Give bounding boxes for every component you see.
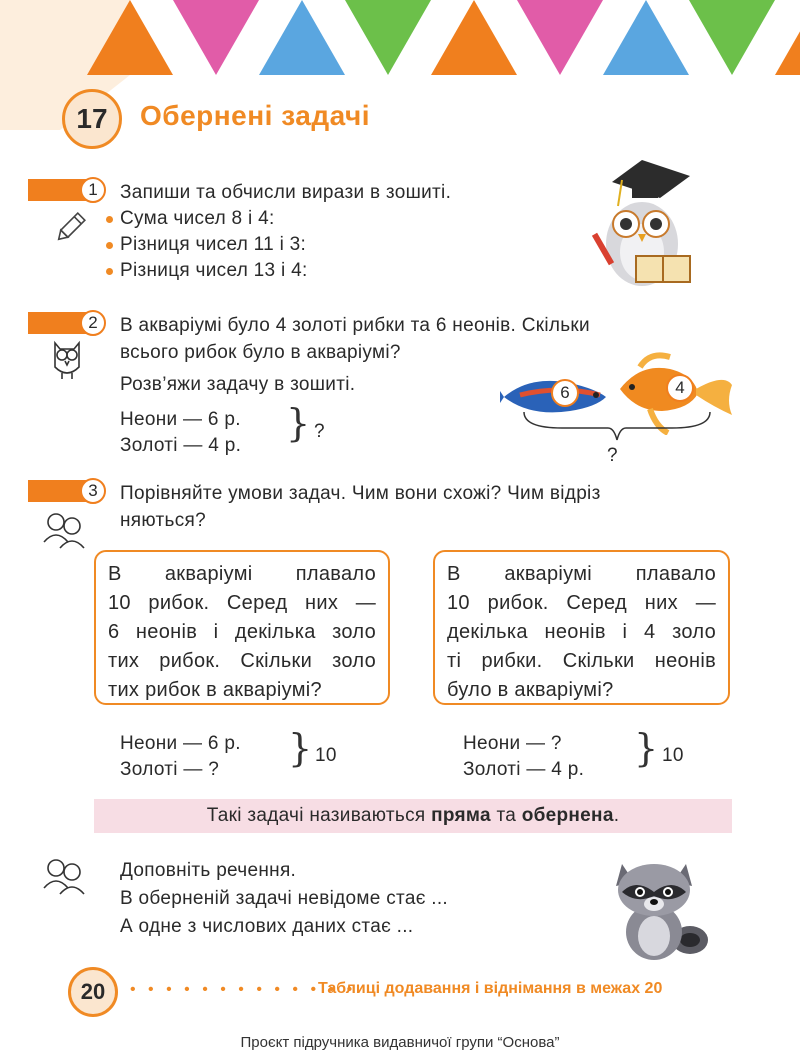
task1-heading: Запиши та обчисли вирази в зошиті. (120, 182, 452, 203)
left-total: 10 (315, 745, 337, 766)
card-line: 10 рибок. Серед них — (108, 592, 376, 614)
task2-number-text: 2 (88, 313, 98, 332)
card-line: В акваріумі плавало (447, 563, 716, 585)
list-item: Сума чисел 8 і 4: (106, 206, 308, 232)
lesson-number-badge (62, 89, 122, 149)
banner-triangle (173, 0, 259, 75)
publisher-note: Проєкт підручника видавничої групи “Основа” (240, 1034, 560, 1051)
fish-bracket (522, 410, 712, 446)
banner-triangle (345, 0, 431, 75)
banner-triangle (689, 0, 775, 75)
banner-triangle (259, 0, 345, 75)
card-line: В акваріумі плавало (108, 563, 376, 585)
fish-question: ? (607, 445, 618, 466)
fish-neon-count: 6 (560, 383, 570, 402)
task2-short1: Неони — 6 р. (120, 409, 241, 430)
card-line: було в акваріумі? (447, 679, 614, 701)
task2-brace: } (286, 401, 311, 445)
banner-triangle (431, 0, 517, 75)
footer-dots: • • • • • • • • • • • • • (130, 981, 357, 998)
task3-number (80, 478, 106, 504)
right-short2: Золоті — 4 р. (463, 759, 585, 780)
rule-inverse: обернена (521, 805, 614, 826)
banner-triangle (603, 0, 689, 75)
task4-line3: А одне з числових даних стає ... (120, 916, 414, 937)
right-total: 10 (662, 745, 684, 766)
rule-text-mid: та (490, 805, 522, 826)
task3-line2: няються? (120, 510, 206, 531)
fish-gold-count: 4 (675, 378, 685, 397)
raccoon-illustration (606, 852, 710, 962)
task3-card-right (433, 550, 730, 705)
rule-text-pre: Такі задачі називаються (206, 805, 432, 826)
page-number-badge (68, 967, 118, 1017)
lesson-number: 17 (76, 103, 108, 134)
card-line: декілька неонів і 4 золо (447, 621, 716, 643)
fish-gold-label (666, 374, 694, 402)
task2-question: ? (314, 421, 325, 442)
pair-icon (42, 510, 86, 550)
page-number: 20 (80, 979, 106, 1004)
task1-list (106, 206, 308, 284)
rule-direct: пряма (431, 805, 491, 826)
rule-bar (94, 799, 732, 833)
task2-line3: Розв’яжи задачу в зошиті. (120, 374, 356, 395)
task4-line1: Доповніть речення. (120, 860, 297, 881)
list-item: Різниця чисел 13 і 4: (106, 258, 308, 284)
lesson-title: Обернені задачі (140, 100, 371, 131)
owl-icon (50, 337, 84, 381)
left-short2: Золоті — ? (120, 759, 220, 780)
task4-line2: В оберненій задачі невідоме стає ... (120, 888, 449, 909)
task1-number (80, 177, 106, 203)
left-short1: Неони — 6 р. (120, 733, 241, 754)
card-line: 10 рибок. Серед них — (447, 592, 716, 614)
pencil-icon (52, 210, 88, 246)
footer-section-title: Таблиці додавання і віднімання в межах 20 (318, 980, 663, 997)
right-short1: Неони — ? (463, 733, 562, 754)
task2-number (80, 310, 106, 336)
banner-triangle (517, 0, 603, 75)
task2-short2: Золоті — 4 р. (120, 435, 242, 456)
card-line: 6 неонів і декілька золо (108, 621, 376, 643)
right-brace: } (634, 726, 659, 770)
owl-professor-illustration (582, 152, 702, 292)
task2-line2: всього рибок було в акваріумі? (120, 342, 401, 363)
task3-number-text: 3 (88, 481, 98, 500)
task1-number-text: 1 (88, 180, 98, 199)
task3-line1: Порівняйте умови задач. Чим вони схожі? Чим відріз (120, 483, 601, 504)
rule-text-post: . (613, 805, 620, 826)
card-line: тих рибок в акваріумі? (108, 679, 322, 701)
task2-line1: В акваріумі було 4 золоті рибки та 6 неонів. Скільки (120, 315, 590, 336)
pair-icon (42, 856, 86, 896)
left-brace: } (288, 726, 313, 770)
card-line: тих рибок. Скільки золо (108, 650, 376, 672)
card-line: ті рибки. Скільки неонів (447, 650, 716, 672)
banner-triangle (775, 0, 800, 75)
fish-neon-label (551, 379, 579, 407)
list-item: Різниця чисел 11 і 3: (106, 232, 308, 258)
task3-card-left (94, 550, 390, 705)
